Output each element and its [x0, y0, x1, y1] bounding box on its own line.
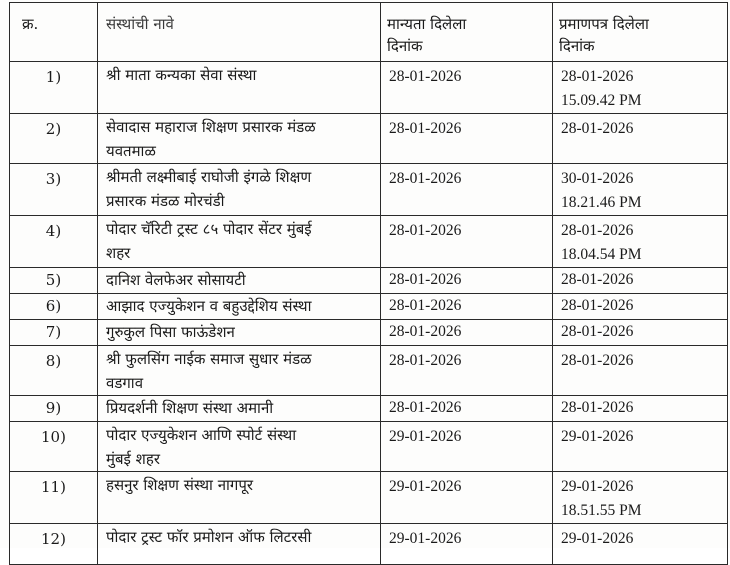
certificate-date-cell: 28-01-2026: [553, 114, 728, 164]
recognition-date-cell: 28-01-2026: [381, 320, 553, 346]
table-row: [10, 524, 728, 565]
serial-cell: 2): [10, 114, 98, 164]
serial-cell: 4): [10, 216, 98, 268]
recognition-date-cell: 28-01-2026: [381, 346, 553, 396]
recognition-date-cell: 28-01-2026: [381, 268, 553, 294]
name-cell: प्रियदर्शनी शिक्षण संस्था अमानी: [98, 396, 381, 422]
table-row: [10, 216, 728, 268]
header-serial: क्र.: [10, 3, 98, 62]
recognition-date-cell: 28-01-2026: [381, 216, 553, 268]
certificate-date-cell: 30-01-2026 18.21.46 PM: [553, 164, 728, 216]
name-cell: सेवादास महाराज शिक्षण प्रसारक मंडळ यवतमाळ: [98, 114, 381, 164]
certificate-date-cell: 28-01-2026 15.09.42 PM: [553, 62, 728, 114]
certificate-date-cell: 28-01-2026: [553, 268, 728, 294]
recognition-date-cell: 29-01-2026: [381, 524, 553, 565]
serial-cell: 5): [10, 268, 98, 294]
header-institution-name: संस्थांची नावे: [98, 3, 381, 62]
name-cell: पोदार एज्युकेशन आणि स्पोर्ट संस्था मुंबई शहर: [98, 422, 381, 472]
table-row: [10, 268, 728, 294]
name-cell: पोदार ट्रस्ट फॉर प्रमोशन ऑफ लिटरसी: [98, 524, 381, 565]
table-row: [10, 422, 728, 472]
recognition-date-cell: 28-01-2026: [381, 396, 553, 422]
table-row: [10, 164, 728, 216]
table-row: [10, 396, 728, 422]
serial-cell: 9): [10, 396, 98, 422]
name-cell: श्री फुलसिंग नाईक समाज सुधार मंडळ वडगाव: [98, 346, 381, 396]
certificate-date-cell: 28-01-2026: [553, 294, 728, 320]
recognition-date-cell: 29-01-2026: [381, 472, 553, 524]
certificate-date-cell: 28-01-2026: [553, 396, 728, 422]
recognition-date-cell: 28-01-2026: [381, 114, 553, 164]
recognition-date-cell: 28-01-2026: [381, 294, 553, 320]
certificate-date-cell: 29-01-2026: [553, 524, 728, 565]
serial-cell: 8): [10, 346, 98, 396]
name-cell: श्री माता कन्यका सेवा संस्था: [98, 62, 381, 114]
name-cell: गुरुकुल पिसा फाऊंडेशन: [98, 320, 381, 346]
recognition-date-cell: 29-01-2026: [381, 422, 553, 472]
serial-cell: 10): [10, 422, 98, 472]
table-row: [10, 320, 728, 346]
header-certificate-date: प्रमाणपत्र दिलेला दिनांक: [553, 3, 728, 62]
certificate-date-cell: 29-01-2026: [553, 422, 728, 472]
name-cell: श्रीमती लक्ष्मीबाई राघोजी इंगळे शिक्षण प्रसारक मंडळ मोरचंडी: [98, 164, 381, 216]
certificate-date-cell: 28-01-2026: [553, 346, 728, 396]
name-cell: आझाद एज्युकेशन व बहुउद्देशिय संस्था: [98, 294, 381, 320]
table-row: [10, 346, 728, 396]
serial-cell: 7): [10, 320, 98, 346]
table-header-row: [10, 3, 728, 62]
certificate-date-cell: 28-01-2026: [553, 320, 728, 346]
name-cell: पोदार चॅरिटी ट्रस्ट ८५ पोदार सेंटर मुंबई शहर: [98, 216, 381, 268]
serial-cell: 6): [10, 294, 98, 320]
institutions-table: [9, 2, 728, 565]
table-row: [10, 294, 728, 320]
serial-cell: 3): [10, 164, 98, 216]
name-cell: दानिश वेलफेअर सोसायटी: [98, 268, 381, 294]
certificate-date-cell: 28-01-2026 18.04.54 PM: [553, 216, 728, 268]
recognition-date-cell: 28-01-2026: [381, 62, 553, 114]
header-recognition-date: मान्यता दिलेला दिनांक: [381, 3, 553, 62]
table-row: [10, 62, 728, 114]
recognition-date-cell: 28-01-2026: [381, 164, 553, 216]
serial-cell: 12): [10, 524, 98, 565]
table-row: [10, 472, 728, 524]
table-row: [10, 114, 728, 164]
name-cell: हसनुर शिक्षण संस्था नागपूर: [98, 472, 381, 524]
certificate-date-cell: 29-01-2026 18.51.55 PM: [553, 472, 728, 524]
serial-cell: 11): [10, 472, 98, 524]
serial-cell: 1): [10, 62, 98, 114]
